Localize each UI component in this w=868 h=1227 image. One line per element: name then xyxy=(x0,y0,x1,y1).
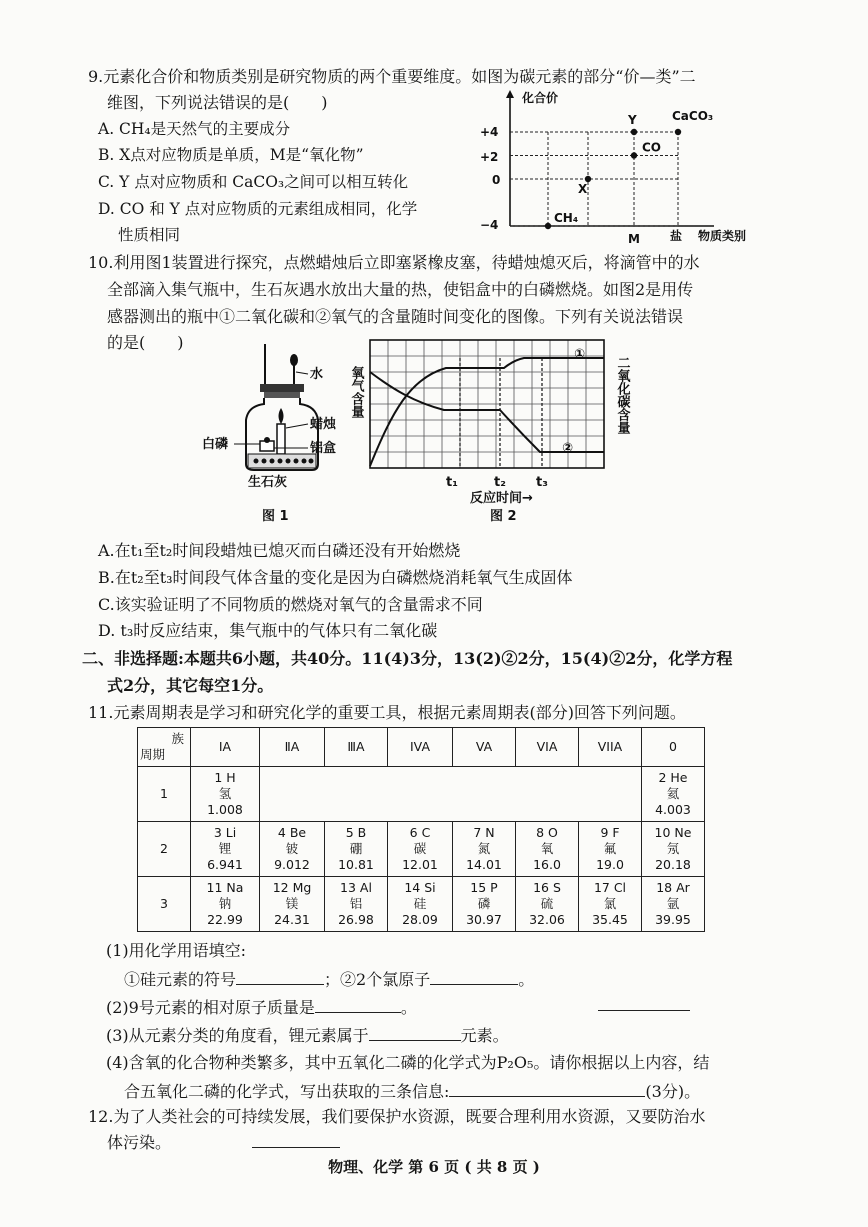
element-cell xyxy=(191,767,260,822)
element-cell xyxy=(191,877,260,932)
element-mass: 39.95 xyxy=(655,912,691,927)
page-footer: 物理、化学 第 6 页 ( 共 8 页 ) xyxy=(328,1158,540,1176)
element-sym: 15 P xyxy=(470,880,498,895)
group-header-cell: VA xyxy=(453,728,516,767)
element-cell xyxy=(388,877,453,932)
q12-line2: 体污染。 xyxy=(107,1133,172,1152)
q11-sub1a-label: ①硅元素的符号 xyxy=(124,970,237,989)
y-tick-zero: 0 xyxy=(492,173,501,187)
q10-stem-line1: 10.利用图1装置进行探究，点燃蜡烛后立即塞紧橡皮塞，待蜡烛熄灭后，将滴管中的水 xyxy=(88,253,700,272)
y-tick-plus2: +2 xyxy=(480,150,499,164)
q11-stem: 11.元素周期表是学习和研究化学的重要工具，根据元素周期表(部分)回答下列问题。 xyxy=(88,703,686,722)
element-name: 氯 xyxy=(603,896,617,911)
chart-point-label: CO xyxy=(642,140,662,155)
element-sym: 9 F xyxy=(600,825,620,840)
group-header-cell: VIA xyxy=(516,728,579,767)
empty-span-cell xyxy=(260,767,642,822)
q10-option-d: D. t₃时反应结束，集气瓶中的气体只有二氧化碳 xyxy=(98,621,438,640)
element-name: 氟 xyxy=(603,841,617,856)
element-cell xyxy=(260,877,325,932)
element-sym: 12 Mg xyxy=(272,880,312,895)
curve-1-label: ① xyxy=(574,347,586,362)
label-quicklime: 生石灰 xyxy=(248,475,288,490)
element-name: 氩 xyxy=(666,896,680,911)
aluminum-box-icon xyxy=(260,437,274,451)
q11-sub1-separator: ；②2个氯原子 xyxy=(324,970,431,989)
q11-sub3-label: (3)从元素分类的角度看，锂元素属于 xyxy=(106,1026,369,1045)
q11-sub1-end: 。 xyxy=(518,970,535,989)
element-cell xyxy=(453,822,516,877)
figure-2-caption: 图 2 xyxy=(490,509,517,524)
q11-sub4-line2 xyxy=(124,1080,700,1103)
tick-t3: t₃ xyxy=(536,475,548,490)
element-mass: 35.45 xyxy=(592,912,628,927)
q11-sub3-line xyxy=(106,1024,509,1047)
vertical-axis-text: 二氧化碳含量 xyxy=(614,356,630,434)
table-header-row xyxy=(138,728,705,767)
element-mass: 26.98 xyxy=(338,912,374,927)
header-group-label: 族 xyxy=(171,731,184,746)
element-name: 硼 xyxy=(349,841,363,856)
group-header-cell: ⅢA xyxy=(325,728,388,767)
element-sym: 18 Ar xyxy=(656,880,690,895)
group-header-cell: VIIA xyxy=(579,728,642,767)
q11-sub4-end: (3分)。 xyxy=(645,1082,701,1101)
x-axis-label: 物质类别 xyxy=(698,229,747,243)
q11-sub4b-label: 合五氧化二磷的化学式，写出获取的三条信息: xyxy=(124,1082,450,1101)
x-category-salt: 盐 xyxy=(670,229,683,243)
y-tick-minus4: −4 xyxy=(480,218,499,232)
left-axis-label-oxygen xyxy=(349,365,365,418)
element-sym: 1 H xyxy=(214,770,236,785)
q11-sub2-end: 。 xyxy=(400,998,417,1017)
element-mass: 19.0 xyxy=(596,857,624,872)
element-mass: 20.18 xyxy=(655,857,691,872)
vertical-axis-text: 氧气含量 xyxy=(348,366,364,418)
quicklime-layer xyxy=(248,454,316,468)
element-cell xyxy=(325,877,388,932)
q11-sub1: (1)用化学用语填空: xyxy=(106,941,247,960)
q11-sub2-line xyxy=(106,996,417,1019)
element-cell xyxy=(579,822,642,877)
q9-option-d-line1: D. CO 和 Y 点对应物质的元素组成相同，化学 xyxy=(98,200,418,218)
element-mass: 4.003 xyxy=(655,802,691,817)
figure-2-gas-content-graph xyxy=(344,334,644,530)
q10-stem-line4: 的是( ) xyxy=(107,333,184,352)
element-sym: 8 O xyxy=(536,825,558,840)
q11-sub4-line1: (4)含氧的化合物种类繁多，其中五氧化二磷的化学式为P₂O₅。请你根据以上内容，结 xyxy=(106,1053,710,1072)
q9-option-a: A. CH₄是天然气的主要成分 xyxy=(98,120,291,138)
q12-line1: 12.为了人类社会的可持续发展，我们要保护水资源，既要合理利用水资源，又要防治水 xyxy=(88,1107,706,1126)
element-name: 铍 xyxy=(285,841,299,856)
chart-point xyxy=(545,223,551,229)
figure-1-apparatus xyxy=(198,340,348,530)
element-name: 钠 xyxy=(218,896,232,911)
element-name: 氦 xyxy=(666,786,680,801)
answer-blank-chlorine-atoms[interactable] xyxy=(430,968,518,985)
period-number-cell: 2 xyxy=(138,822,191,877)
chart-point-label: Y xyxy=(628,113,637,127)
element-name: 硅 xyxy=(413,896,427,911)
q10-stem-line3: 感器测出的瓶中①二氧化碳和②氧气的含量随时间变化的图像。下列有关说法错误 xyxy=(107,307,684,326)
q9-option-d-line2: 性质相同 xyxy=(118,226,181,244)
element-cell xyxy=(642,822,705,877)
right-axis-label-carbon-dioxide xyxy=(615,356,632,434)
answer-blank-silicon-symbol[interactable] xyxy=(236,968,324,985)
chart-point xyxy=(631,129,637,135)
element-sym: 11 Na xyxy=(206,880,244,895)
element-sym: 16 S xyxy=(533,880,561,895)
label-water: 水 xyxy=(310,367,324,382)
q10-stem-line2: 全部滴入集气瓶中，生石灰遇水放出大量的热，使铝盒中的白磷燃烧。如图2是用传 xyxy=(107,280,694,299)
element-mass: 14.01 xyxy=(466,857,502,872)
element-name: 氧 xyxy=(540,841,554,856)
element-name: 锂 xyxy=(218,841,232,856)
element-name: 硫 xyxy=(540,896,554,911)
element-name: 碳 xyxy=(413,841,427,856)
element-mass: 28.09 xyxy=(402,912,438,927)
element-mass: 24.31 xyxy=(274,912,310,927)
element-cell xyxy=(579,877,642,932)
y-axis-label: 化合价 xyxy=(522,91,559,105)
chart-points xyxy=(545,109,713,229)
label-candle: 蜡烛 xyxy=(310,417,337,432)
element-cell xyxy=(642,767,705,822)
stray-answer-line xyxy=(598,994,690,1011)
element-mass: 9.012 xyxy=(274,857,310,872)
section-2-line2: 式2分，其它每空1分。 xyxy=(107,676,274,695)
graph-dashed-markers xyxy=(460,358,542,468)
element-mass: 16.0 xyxy=(533,857,561,872)
element-name: 氮 xyxy=(477,841,491,856)
element-name: 磷 xyxy=(477,896,491,911)
element-cell xyxy=(325,822,388,877)
y-tick-plus4: +4 xyxy=(480,125,499,139)
element-name: 镁 xyxy=(285,896,299,911)
element-cell xyxy=(191,822,260,877)
q10-option-b: B.在t₂至t₃时间段气体含量的变化是因为白磷燃烧消耗氧气生成固体 xyxy=(98,568,573,587)
table-row xyxy=(138,767,705,822)
label-white-phosphorus: 白磷 xyxy=(202,437,229,452)
element-sym: 6 C xyxy=(409,825,431,840)
chart-point-label: CaCO₃ xyxy=(672,109,714,123)
periodic-table xyxy=(137,727,705,932)
element-cell xyxy=(453,877,516,932)
element-cell xyxy=(516,877,579,932)
element-cell xyxy=(642,877,705,932)
element-cell xyxy=(260,822,325,877)
q10-option-c: C.该实验证明了不同物质的燃烧对氧气的含量需求不同 xyxy=(98,595,483,614)
curve-2-label: ② xyxy=(562,441,574,456)
table-row xyxy=(138,877,705,932)
x-category-m: M xyxy=(628,232,640,246)
period-number-cell: 3 xyxy=(138,877,191,932)
q11-sub2-label: (2)9号元素的相对原子质量是 xyxy=(106,998,315,1017)
q9-stem-line1: 9.元素化合价和物质类别是研究物质的两个重要维度。如图为碳元素的部分“价—类”二 xyxy=(88,67,696,86)
element-name: 氢 xyxy=(218,786,232,801)
q9-stem-line2: 维图，下列说法错误的是( ) xyxy=(107,93,328,112)
element-sym: 2 He xyxy=(658,770,688,785)
element-mass: 30.97 xyxy=(466,912,502,927)
answer-blank-q12[interactable] xyxy=(252,1131,340,1148)
carbon-valence-chart xyxy=(478,88,768,248)
group-header-cell: IVA xyxy=(388,728,453,767)
curve-2-oxygen xyxy=(370,372,604,452)
element-mass: 10.81 xyxy=(338,857,374,872)
q9-option-c: C. Y 点对应物质和 CaCO₃之间可以相互转化 xyxy=(98,173,409,191)
element-sym: 17 Cl xyxy=(593,880,627,895)
group-header-cell: ⅡA xyxy=(260,728,325,767)
element-mass: 12.01 xyxy=(402,857,438,872)
element-cell xyxy=(388,822,453,877)
tick-t1: t₁ xyxy=(446,475,458,490)
header-period-label: 周期 xyxy=(140,747,166,762)
element-mass: 1.008 xyxy=(207,802,243,817)
element-sym: 13 Al xyxy=(340,880,372,895)
element-sym: 3 Li xyxy=(213,825,237,840)
element-sym: 14 Si xyxy=(404,880,436,895)
element-name: 铝 xyxy=(349,896,363,911)
answer-blank-atomic-mass[interactable] xyxy=(315,996,401,1013)
element-sym: 10 Ne xyxy=(654,825,692,840)
q10-option-a: A.在t₁至t₂时间段蜡烛已熄灭而白磷还没有开始燃烧 xyxy=(98,541,461,560)
label-aluminum-box: 铝盒 xyxy=(310,441,337,456)
x-axis-label: 反应时间→ xyxy=(470,491,533,506)
chart-point-label: X xyxy=(578,182,588,196)
group-header-cell: IA xyxy=(191,728,260,767)
table-corner-cell xyxy=(138,728,191,767)
chart-point xyxy=(675,129,681,135)
element-mass: 22.99 xyxy=(207,912,243,927)
q9-option-b: B. X点对应物质是单质，M是“氧化物” xyxy=(98,146,364,164)
section-2-line1: 二、非选择题:本题共6小题，共40分。11(4)3分，13(2)②2分，15(4)②2分，化学方程 xyxy=(82,649,733,668)
chart-point-label: CH₄ xyxy=(554,211,579,225)
q11-sub3-end: 元素。 xyxy=(460,1026,509,1045)
table-row xyxy=(138,822,705,877)
chart-point xyxy=(631,152,637,158)
element-cell xyxy=(516,822,579,877)
candle-icon xyxy=(277,408,285,454)
answer-blank-three-facts[interactable] xyxy=(449,1080,645,1097)
answer-blank-element-class[interactable] xyxy=(369,1024,461,1041)
element-name: 氖 xyxy=(666,841,680,856)
element-sym: 7 N xyxy=(473,825,495,840)
period-number-cell: 1 xyxy=(138,767,191,822)
element-mass: 32.06 xyxy=(529,912,565,927)
element-sym: 5 B xyxy=(345,825,367,840)
element-sym: 4 Be xyxy=(277,825,307,840)
tick-t2: t₂ xyxy=(494,475,506,490)
figure-1-caption: 图 1 xyxy=(262,509,289,524)
q11-sub1-line xyxy=(124,968,534,991)
element-mass: 6.941 xyxy=(207,857,243,872)
group-header-cell: 0 xyxy=(642,728,705,767)
